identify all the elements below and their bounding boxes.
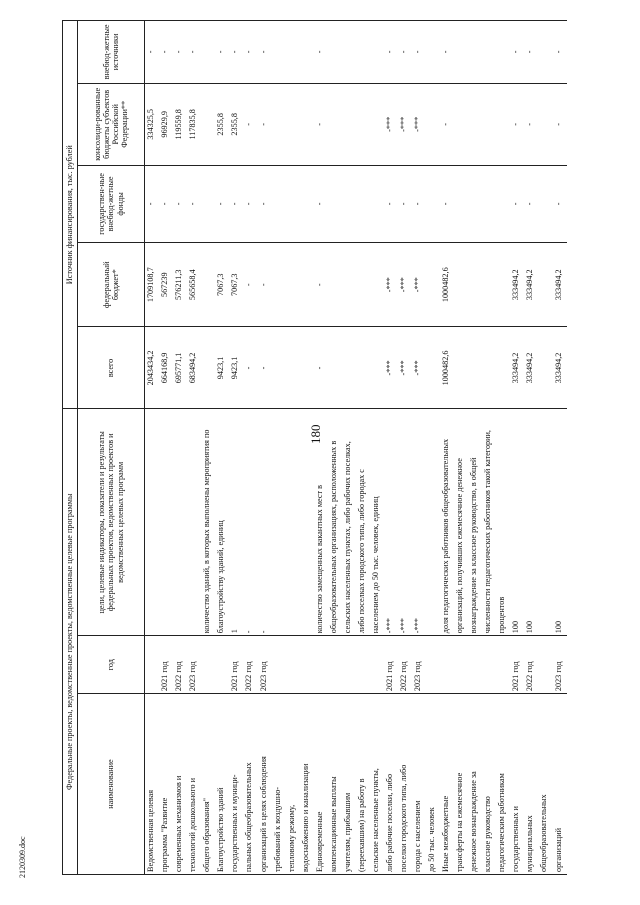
- cell-total: [300, 327, 314, 409]
- cell-total: [328, 327, 342, 409]
- cell-total: 2043434,2: [145, 327, 160, 409]
- cell-federal: 576211,3: [173, 243, 187, 327]
- table-row: [173, 21, 187, 875]
- table-row: [314, 21, 328, 875]
- cell-state: -: [412, 165, 426, 242]
- cell-name: организаций в целях соблюдения: [258, 694, 272, 875]
- cell-year: 2022 год: [524, 636, 538, 694]
- cell-regional: 334325,5: [145, 83, 160, 165]
- cell-state: [300, 165, 314, 242]
- cell-goal: либо поселках городского типа, либо городах с: [356, 409, 370, 636]
- cell-regional: [482, 83, 496, 165]
- cell-extra: -: [187, 21, 201, 84]
- cell-name: общего образования": [201, 694, 215, 875]
- cell-federal: -***: [412, 243, 426, 327]
- table-row: [328, 21, 342, 875]
- header-regional: консолиди-рованные бюджеты субъектов Российской Федерации**: [78, 83, 145, 165]
- cell-year: [440, 636, 454, 694]
- cell-extra: -: [510, 21, 524, 84]
- cell-extra: -: [159, 21, 173, 84]
- cell-name: программа "Развитие: [159, 694, 173, 875]
- cell-regional: [538, 83, 552, 165]
- cell-goal: [300, 409, 314, 636]
- cell-federal: 1000482,6: [440, 243, 454, 327]
- cell-goal: [538, 409, 552, 636]
- cell-name: муниципальных: [524, 694, 538, 875]
- header-goals: цели, целевые индикаторы, показатели и результаты федеральных проектов, ведомственных проектов и ведомственных целевых программ: [78, 409, 145, 636]
- cell-regional: [426, 83, 440, 165]
- cell-federal: -***: [384, 243, 398, 327]
- cell-extra: -: [243, 21, 257, 84]
- cell-regional: [272, 83, 286, 165]
- cell-year: [538, 636, 552, 694]
- header-state-funds: государствен-ные внебюд-жетные фонды: [78, 165, 145, 242]
- cell-federal: 333494,2: [510, 243, 524, 327]
- cell-name: либо рабочие поселки, либо: [384, 694, 398, 875]
- cell-year: [286, 636, 300, 694]
- cell-federal: [342, 243, 356, 327]
- cell-name: города с населением: [412, 694, 426, 875]
- cell-total: [201, 327, 215, 409]
- cell-regional: -***: [384, 83, 398, 165]
- table-row: [412, 21, 426, 875]
- cell-goal: -***: [412, 409, 426, 636]
- table-row: [145, 21, 160, 875]
- cell-total: [286, 327, 300, 409]
- cell-total: 9423,1: [215, 327, 229, 409]
- cell-state: [328, 165, 342, 242]
- cell-state: [370, 165, 384, 242]
- cell-federal: [286, 243, 300, 327]
- cell-federal: [496, 243, 510, 327]
- cell-regional: -: [440, 83, 454, 165]
- cell-year: [215, 636, 229, 694]
- cell-goal: [426, 409, 440, 636]
- cell-regional: [370, 83, 384, 165]
- cell-year: 2023 год: [187, 636, 201, 694]
- cell-state: [454, 165, 468, 242]
- table-row: [496, 21, 510, 875]
- cell-regional: 96929,9: [159, 83, 173, 165]
- cell-extra: -: [440, 21, 454, 84]
- cell-name: Благоустройство зданий: [215, 694, 229, 875]
- cell-state: [342, 165, 356, 242]
- table-row: [398, 21, 412, 875]
- cell-extra: [468, 21, 482, 84]
- cell-state: -: [398, 165, 412, 242]
- cell-federal: [201, 243, 215, 327]
- cell-total: 333494,2: [553, 327, 568, 409]
- cell-year: [468, 636, 482, 694]
- cell-name: пальных общеобразовательных: [243, 694, 257, 875]
- cell-name: Ведомственная целевая: [145, 694, 160, 875]
- cell-name: тепловому режиму,: [286, 694, 300, 875]
- cell-regional: [496, 83, 510, 165]
- table-row: [510, 21, 524, 875]
- cell-state: [272, 165, 286, 242]
- table-row: [524, 21, 538, 875]
- cell-extra: -: [173, 21, 187, 84]
- cell-goal: вознаграждение за классное руководство, в общей: [468, 409, 482, 636]
- cell-total: [356, 327, 370, 409]
- cell-extra: -: [384, 21, 398, 84]
- cell-goal: 100: [553, 409, 568, 636]
- cell-goal: 100: [524, 409, 538, 636]
- cell-extra: [370, 21, 384, 84]
- cell-state: -: [553, 165, 568, 242]
- cell-name: сельские населенные пункты,: [370, 694, 384, 875]
- cell-federal: 7067,3: [215, 243, 229, 327]
- cell-federal: [538, 243, 552, 327]
- cell-federal: -: [243, 243, 257, 327]
- cell-name: поселки городского типа, либо: [398, 694, 412, 875]
- cell-extra: [454, 21, 468, 84]
- cell-extra: -: [398, 21, 412, 84]
- cell-year: [356, 636, 370, 694]
- cell-regional: 117835,8: [187, 83, 201, 165]
- table-row: [342, 21, 356, 875]
- cell-year: 2023 год: [412, 636, 426, 694]
- cell-goal: численности педагогических работников такой категории,: [482, 409, 496, 636]
- cell-goal: общеобразовательных организациях, расположенных в: [328, 409, 342, 636]
- cell-regional: 2355,8: [229, 83, 243, 165]
- cell-total: -***: [384, 327, 398, 409]
- cell-total: 695771,1: [173, 327, 187, 409]
- cell-federal: -: [258, 243, 272, 327]
- cell-total: 9423,1: [229, 327, 243, 409]
- cell-regional: [454, 83, 468, 165]
- cell-goal: количество замещенных вакантных мест в: [314, 409, 328, 636]
- cell-federal: [468, 243, 482, 327]
- cell-goal: количество зданий, в которых выполнены мероприятия по: [201, 409, 215, 636]
- cell-state: -: [243, 165, 257, 242]
- cell-extra: [272, 21, 286, 84]
- cell-federal: 7067,3: [229, 243, 243, 327]
- cell-federal: -***: [398, 243, 412, 327]
- cell-state: -: [187, 165, 201, 242]
- cell-state: -: [145, 165, 160, 242]
- cell-total: [426, 327, 440, 409]
- cell-name: Иные межбюджетные: [440, 694, 454, 875]
- cell-year: [482, 636, 496, 694]
- cell-regional: [356, 83, 370, 165]
- cell-regional: -: [243, 83, 257, 165]
- cell-goal: благоустройству зданий, единиц: [215, 409, 229, 636]
- cell-federal: -: [314, 243, 328, 327]
- cell-regional: -***: [398, 83, 412, 165]
- cell-regional: [468, 83, 482, 165]
- cell-total: [454, 327, 468, 409]
- cell-extra: [496, 21, 510, 84]
- cell-regional: -: [314, 83, 328, 165]
- table-row: [159, 21, 173, 875]
- header-sources-group: Источник финансирования, тыс. рублей: [63, 21, 78, 409]
- cell-regional: [342, 83, 356, 165]
- cell-federal: [272, 243, 286, 327]
- cell-regional: -: [510, 83, 524, 165]
- cell-year: 2022 год: [398, 636, 412, 694]
- cell-goal: процентов: [496, 409, 510, 636]
- cell-regional: -: [524, 83, 538, 165]
- cell-total: [482, 327, 496, 409]
- cell-year: [201, 636, 215, 694]
- cell-regional: 2355,8: [215, 83, 229, 165]
- cell-goal: -***: [384, 409, 398, 636]
- cell-extra: [482, 21, 496, 84]
- cell-federal: 567239: [159, 243, 173, 327]
- table-row: [468, 21, 482, 875]
- cell-goal: [187, 409, 201, 636]
- cell-federal: [328, 243, 342, 327]
- cell-state: [426, 165, 440, 242]
- cell-total: [272, 327, 286, 409]
- cell-name: современных механизмов и: [173, 694, 187, 875]
- table-row: [258, 21, 272, 875]
- cell-total: [496, 327, 510, 409]
- cell-regional: [328, 83, 342, 165]
- cell-goal: населением до 50 тыс. человек, единиц: [370, 409, 384, 636]
- cell-extra: [356, 21, 370, 84]
- table-body: [145, 21, 568, 875]
- table-row: [243, 21, 257, 875]
- cell-year: [342, 636, 356, 694]
- cell-federal: 1709108,7: [145, 243, 160, 327]
- cell-total: 1000482,6: [440, 327, 454, 409]
- cell-federal: [300, 243, 314, 327]
- table-row: [553, 21, 568, 875]
- cell-year: [496, 636, 510, 694]
- cell-regional: -: [258, 83, 272, 165]
- cell-name: учителям, прибывшим: [342, 694, 356, 875]
- budget-table-sheet: [62, 20, 567, 875]
- cell-extra: -: [258, 21, 272, 84]
- cell-goal: доля педагогических работников общеобразовательных: [440, 409, 454, 636]
- cell-regional: -***: [412, 83, 426, 165]
- cell-name: педагогическим работникам: [496, 694, 510, 875]
- cell-year: 2023 год: [553, 636, 568, 694]
- table-row: [384, 21, 398, 875]
- cell-total: [468, 327, 482, 409]
- cell-goal: 1: [229, 409, 243, 636]
- cell-goal: [159, 409, 173, 636]
- cell-regional: [300, 83, 314, 165]
- cell-state: [286, 165, 300, 242]
- cell-name: компенсационные выплаты: [328, 694, 342, 875]
- cell-name: Единовременные: [314, 694, 328, 875]
- cell-name: государственных и муници-: [229, 694, 243, 875]
- cell-year: 2021 год: [384, 636, 398, 694]
- cell-name: требований к воздушно-: [272, 694, 286, 875]
- cell-goal: -: [258, 409, 272, 636]
- cell-state: [356, 165, 370, 242]
- table-row: [187, 21, 201, 875]
- cell-name: технологий дошкольного и: [187, 694, 201, 875]
- table-row: [440, 21, 454, 875]
- cell-total: -***: [412, 327, 426, 409]
- cell-extra: -: [145, 21, 160, 84]
- cell-total: 683494,2: [187, 327, 201, 409]
- table-row: [370, 21, 384, 875]
- cell-extra: [286, 21, 300, 84]
- cell-name: трансферты на ежемесячное: [454, 694, 468, 875]
- cell-year: 2021 год: [510, 636, 524, 694]
- cell-state: [482, 165, 496, 242]
- cell-extra: [201, 21, 215, 84]
- cell-regional: [201, 83, 215, 165]
- cell-name: организаций: [553, 694, 568, 875]
- cell-total: -: [243, 327, 257, 409]
- cell-name: водоснабжению и канализации: [300, 694, 314, 875]
- table-row: [229, 21, 243, 875]
- cell-total: -: [258, 327, 272, 409]
- cell-total: 664168,9: [159, 327, 173, 409]
- cell-extra: [426, 21, 440, 84]
- cell-goal: [173, 409, 187, 636]
- table-row: [201, 21, 215, 875]
- cell-name: до 50 тыс. человек: [426, 694, 440, 875]
- table-row: [272, 21, 286, 875]
- header-total: всего: [78, 327, 145, 409]
- cell-state: [496, 165, 510, 242]
- cell-year: [426, 636, 440, 694]
- cell-year: [370, 636, 384, 694]
- cell-state: -: [314, 165, 328, 242]
- cell-year: [145, 636, 160, 694]
- cell-federal: [454, 243, 468, 327]
- cell-regional: 119559,8: [173, 83, 187, 165]
- table-row: [426, 21, 440, 875]
- cell-total: 333494,2: [510, 327, 524, 409]
- cell-year: [272, 636, 286, 694]
- cell-state: [468, 165, 482, 242]
- cell-federal: [482, 243, 496, 327]
- cell-federal: [426, 243, 440, 327]
- cell-extra: -: [314, 21, 328, 84]
- header-name: наименование: [78, 694, 145, 875]
- cell-goal: организаций, получивших ежемесячное денежное: [454, 409, 468, 636]
- cell-year: 2022 год: [173, 636, 187, 694]
- cell-state: -: [510, 165, 524, 242]
- cell-extra: -: [229, 21, 243, 84]
- cell-state: [201, 165, 215, 242]
- cell-federal: 333494,2: [553, 243, 568, 327]
- cell-total: [370, 327, 384, 409]
- cell-year: 2021 год: [159, 636, 173, 694]
- financing-table: [62, 20, 567, 875]
- cell-federal: 565658,4: [187, 243, 201, 327]
- cell-regional: [286, 83, 300, 165]
- cell-state: -: [159, 165, 173, 242]
- table-row: [215, 21, 229, 875]
- table-row: [300, 21, 314, 875]
- cell-goal: [145, 409, 160, 636]
- cell-total: 333494,2: [524, 327, 538, 409]
- header-federal: федеральный бюджет*: [78, 243, 145, 327]
- cell-year: [328, 636, 342, 694]
- cell-extra: [342, 21, 356, 84]
- cell-name: (переехавшим) на работу в: [356, 694, 370, 875]
- cell-extra: -: [215, 21, 229, 84]
- cell-state: -: [524, 165, 538, 242]
- table-row: [454, 21, 468, 875]
- cell-total: [342, 327, 356, 409]
- cell-goal: [272, 409, 286, 636]
- cell-name: государственных и: [510, 694, 524, 875]
- cell-state: -: [384, 165, 398, 242]
- cell-year: [314, 636, 328, 694]
- document-id: 2120309.doc: [18, 836, 27, 878]
- cell-year: 2022 год: [243, 636, 257, 694]
- header-programs-group: Федеральные проекты, ведомственные проекты, ведомственные целевые программы: [63, 409, 78, 875]
- cell-extra: -: [553, 21, 568, 84]
- cell-state: -: [229, 165, 243, 242]
- cell-extra: [538, 21, 552, 84]
- cell-year: 2023 год: [258, 636, 272, 694]
- cell-goal: -***: [398, 409, 412, 636]
- cell-state: [538, 165, 552, 242]
- cell-state: -: [215, 165, 229, 242]
- table-row: [538, 21, 552, 875]
- cell-year: 2021 год: [229, 636, 243, 694]
- cell-state: -: [173, 165, 187, 242]
- cell-extra: -: [524, 21, 538, 84]
- cell-name: классное руководство: [482, 694, 496, 875]
- table-row: [356, 21, 370, 875]
- cell-extra: [328, 21, 342, 84]
- cell-federal: [370, 243, 384, 327]
- cell-goal: сельских населенных пунктах, либо рабочих поселках,: [342, 409, 356, 636]
- cell-total: -: [314, 327, 328, 409]
- cell-state: -: [440, 165, 454, 242]
- cell-name: денежное вознаграждение за: [468, 694, 482, 875]
- cell-name: общеобразовательных: [538, 694, 552, 875]
- cell-regional: -: [553, 83, 568, 165]
- cell-year: [300, 636, 314, 694]
- cell-total: -***: [398, 327, 412, 409]
- cell-goal: [286, 409, 300, 636]
- cell-goal: -: [243, 409, 257, 636]
- cell-year: [454, 636, 468, 694]
- header-extra: внебюд-жетные источники: [78, 21, 145, 84]
- page-number: 180: [308, 424, 323, 444]
- header-year: год: [78, 636, 145, 694]
- cell-extra: [300, 21, 314, 84]
- cell-federal: 333494,2: [524, 243, 538, 327]
- cell-state: -: [258, 165, 272, 242]
- cell-total: [538, 327, 552, 409]
- cell-goal: 100: [510, 409, 524, 636]
- table-row: [482, 21, 496, 875]
- cell-federal: [356, 243, 370, 327]
- table-row: [286, 21, 300, 875]
- cell-extra: -: [412, 21, 426, 84]
